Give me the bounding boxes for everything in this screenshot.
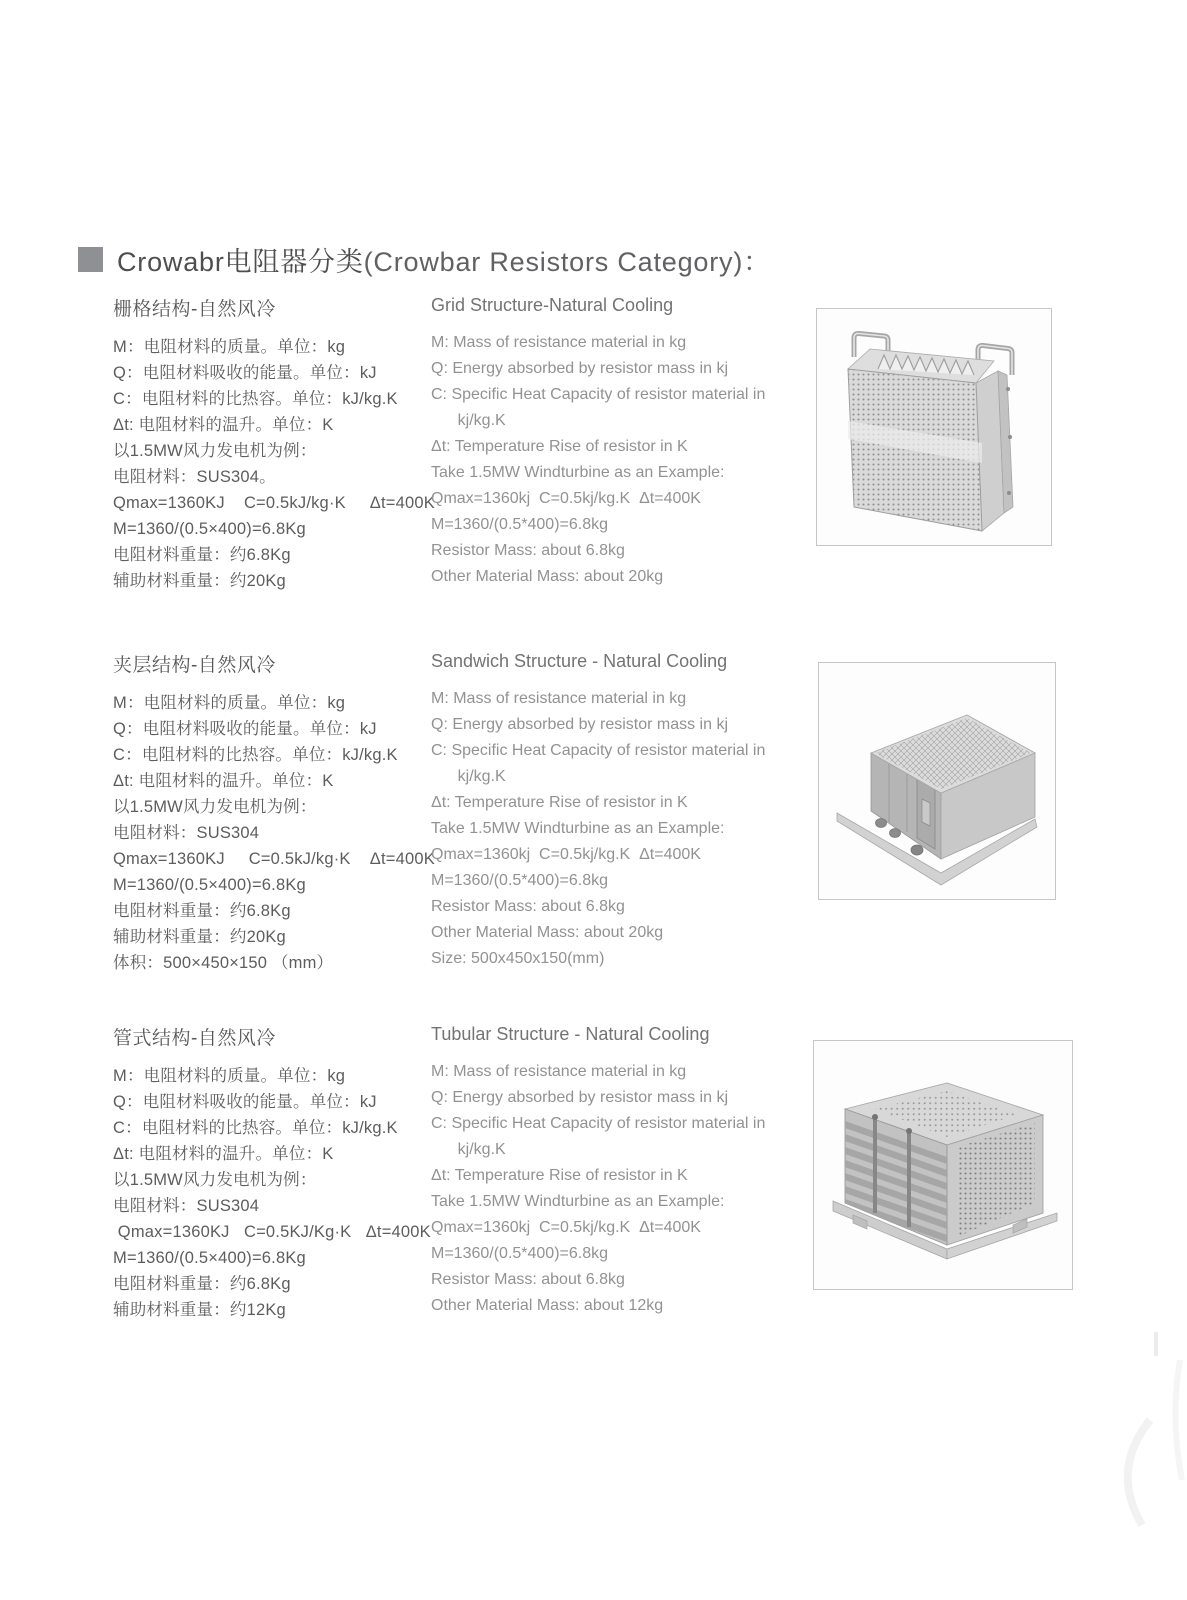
text-line: M：电阻材料的质量。单位：kg: [113, 338, 346, 356]
sandwich-resistor-photo: [829, 673, 1045, 889]
text-line: Other Material Mass: about 12kg: [431, 1297, 664, 1314]
text-line: M: Mass of resistance material in kg: [431, 334, 687, 351]
text-line: Qmax=1360KJ C=0.5kJ/kg·K Δt=400K: [113, 850, 435, 868]
page-title: [78, 240, 771, 279]
text-line: Q: Energy absorbed by resistor mass in kj: [431, 360, 729, 377]
text-line: Q：电阻材料吸收的能量。单位：kJ: [113, 364, 377, 382]
text-line: 电阻材料：SUS304。: [113, 468, 276, 486]
text-line: kj/kg.K: [431, 412, 506, 429]
text-line: Take 1.5MW Windturbine as an Example:: [431, 1193, 725, 1210]
grid-body-en: [431, 330, 793, 590]
text-line: M：电阻材料的质量。单位：kg: [113, 694, 346, 712]
text-line: C：电阻材料的比热容。单位：kJ/kg.K: [113, 746, 398, 764]
text-line: Other Material Mass: about 20kg: [431, 568, 664, 585]
text-line: Qmax=1360KJ C=0.5kJ/kg·K Δt=400K: [113, 494, 435, 512]
grid-chinese-column: [113, 294, 443, 594]
text-line: Qmax=1360KJ C=0.5KJ/Kg·K Δt=400K: [113, 1223, 431, 1241]
text-line: M=1360/(0.5*400)=6.8kg: [431, 872, 609, 889]
tubular-photo-frame: [813, 1040, 1073, 1290]
grid-resistor-photo: [826, 317, 1042, 537]
text-line: M: Mass of resistance material in kg: [431, 1063, 687, 1080]
text-line: 以1.5MW风力发电机为例：: [113, 1171, 317, 1189]
text-line: C：电阻材料的比热容。单位：kJ/kg.K: [113, 390, 398, 408]
grid-english-column: [431, 295, 793, 590]
text-line: Take 1.5MW Windturbine as an Example:: [431, 820, 725, 837]
text-line: Take 1.5MW Windturbine as an Example:: [431, 464, 725, 481]
text-line: kj/kg.K: [431, 1141, 506, 1158]
sandwich-heading-cn: 夹层结构-自然风冷: [113, 655, 276, 676]
text-line: Resistor Mass: about 6.8kg: [431, 898, 625, 915]
tubular-english-column: [431, 1024, 793, 1319]
text-line: 体积：500×450×150 （mm）: [113, 954, 334, 972]
text-line: M=1360/(0.5*400)=6.8kg: [431, 516, 609, 533]
text-line: Δt: 电阻材料的温升。单位：K: [113, 772, 334, 790]
text-line: C: Specific Heat Capacity of resistor material in: [431, 742, 766, 759]
sandwich-photo-frame: [818, 662, 1056, 900]
text-line: C：电阻材料的比热容。单位：kJ/kg.K: [113, 1119, 398, 1137]
page-title-en: (Crowbar Resistors Category)：: [363, 247, 771, 277]
square-bullet-icon: [78, 247, 103, 272]
text-line: kj/kg.K: [431, 768, 506, 785]
text-line: Qmax=1360kj C=0.5kj/kg.K Δt=400K: [431, 490, 701, 507]
page-title-cn: Crowabr电阻器分类: [117, 247, 364, 277]
tubular-heading-cn: 管式结构-自然风冷: [113, 1028, 276, 1049]
tubular-body-en: [431, 1059, 793, 1319]
text-line: C: Specific Heat Capacity of resistor material in: [431, 1115, 766, 1132]
text-line: M: Mass of resistance material in kg: [431, 690, 687, 707]
grid-body-cn: [113, 334, 443, 594]
text-line: Q: Energy absorbed by resistor mass in kj: [431, 1089, 729, 1106]
tubular-chinese-column: [113, 1023, 443, 1323]
text-line: M=1360/(0.5×400)=6.8Kg: [113, 1249, 306, 1267]
sandwich-heading-en: Sandwich Structure - Natural Cooling: [431, 651, 728, 671]
text-line: 电阻材料：SUS304: [113, 1197, 260, 1215]
text-line: Δt: 电阻材料的温升。单位：K: [113, 416, 334, 434]
text-line: Q: Energy absorbed by resistor mass in kj: [431, 716, 729, 733]
tubular-body-cn: [113, 1063, 443, 1323]
grid-heading-en: Grid Structure-Natural Cooling: [431, 295, 674, 315]
text-line: M=1360/(0.5×400)=6.8Kg: [113, 876, 306, 894]
text-line: M：电阻材料的质量。单位：kg: [113, 1067, 346, 1085]
text-line: 辅助材料重量：约12Kg: [113, 1301, 286, 1319]
text-line: 辅助材料重量：约20Kg: [113, 928, 286, 946]
text-line: Resistor Mass: about 6.8kg: [431, 1271, 625, 1288]
tubular-resistor-photo: [823, 1051, 1063, 1279]
text-line: Qmax=1360kj C=0.5kj/kg.K Δt=400K: [431, 846, 701, 863]
text-line: Size: 500x450x150(mm): [431, 950, 605, 967]
sandwich-body-en: [431, 686, 793, 972]
text-line: 电阻材料重量：约6.8Kg: [113, 1275, 291, 1293]
text-line: C: Specific Heat Capacity of resistor material in: [431, 386, 766, 403]
text-line: 以1.5MW风力发电机为例：: [113, 442, 317, 460]
text-line: 辅助材料重量：约20Kg: [113, 572, 286, 590]
sandwich-chinese-column: [113, 650, 443, 976]
text-line: Resistor Mass: about 6.8kg: [431, 542, 625, 559]
text-line: Q：电阻材料吸收的能量。单位：kJ: [113, 1093, 377, 1111]
text-line: Q：电阻材料吸收的能量。单位：kJ: [113, 720, 377, 738]
sandwich-english-column: [431, 651, 793, 972]
tubular-heading-en: Tubular Structure - Natural Cooling: [431, 1024, 710, 1044]
text-line: M=1360/(0.5*400)=6.8kg: [431, 1245, 609, 1262]
scan-artifact: [1030, 1300, 1187, 1560]
grid-photo-frame: [816, 308, 1052, 546]
text-line: Qmax=1360kj C=0.5kj/kg.K Δt=400K: [431, 1219, 701, 1236]
text-line: Δt: 电阻材料的温升。单位：K: [113, 1145, 334, 1163]
sandwich-body-cn: [113, 690, 443, 976]
text-line: 电阻材料重量：约6.8Kg: [113, 902, 291, 920]
text-line: 电阻材料重量：约6.8Kg: [113, 546, 291, 564]
text-line: 电阻材料：SUS304: [113, 824, 260, 842]
text-line: 以1.5MW风力发电机为例：: [113, 798, 317, 816]
text-line: Δt: Temperature Rise of resistor in K: [431, 1167, 688, 1184]
text-line: Δt: Temperature Rise of resistor in K: [431, 438, 688, 455]
text-line: M=1360/(0.5×400)=6.8Kg: [113, 520, 306, 538]
text-line: Δt: Temperature Rise of resistor in K: [431, 794, 688, 811]
text-line: Other Material Mass: about 20kg: [431, 924, 664, 941]
grid-heading-cn: 栅格结构-自然风冷: [113, 299, 276, 320]
